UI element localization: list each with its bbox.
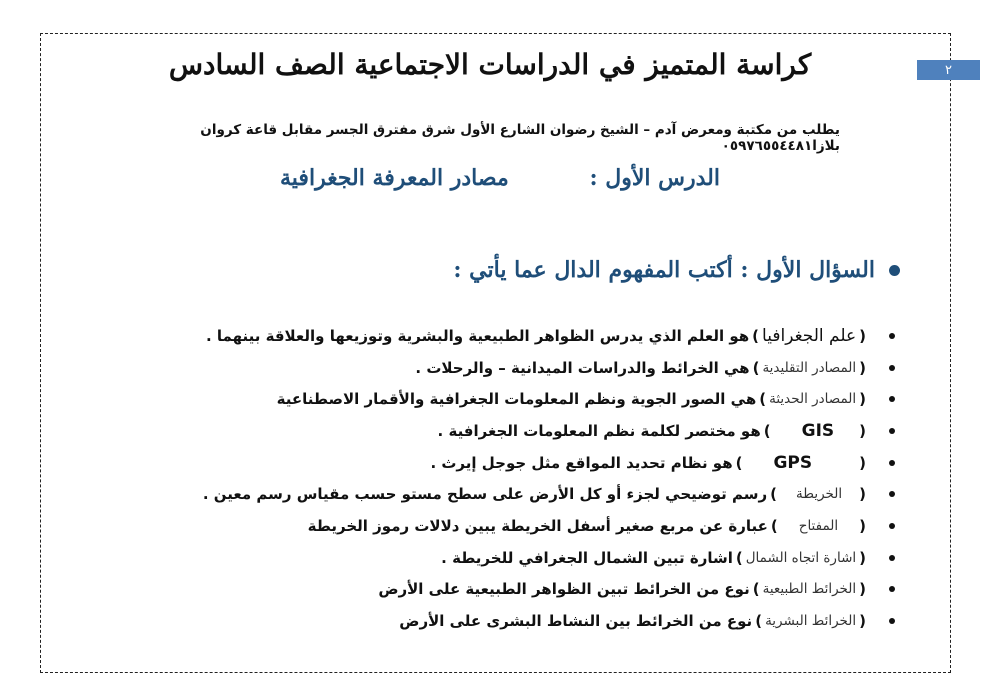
definition: نوع من الخرائط تبين الظواهر الطبيعية على الأرض bbox=[378, 580, 750, 599]
list-item: ( الخرائط البشرية ) نوع من الخرائط بين النشاط البشرى على الأرض bbox=[150, 605, 895, 637]
definition: هو العلم الذي يدرس الظواهر الطبيعية والبشرية وتوزيعها والعلاقة بينهما . bbox=[206, 326, 750, 345]
bullet-icon bbox=[889, 586, 895, 592]
term: المفتاح bbox=[798, 517, 839, 534]
bullet-icon bbox=[889, 523, 895, 529]
page-number: ٢ bbox=[917, 60, 980, 80]
definition: هي الخرائط والدراسات الميدانية – والرحلات . bbox=[415, 358, 750, 377]
definition: هو مختصر لكلمة نظم المعلومات الجغرافية . bbox=[437, 421, 761, 440]
document-title: كراسة المتميز في الدراسات الاجتماعية الصف السادس bbox=[168, 48, 812, 81]
list-item: ( المصادر الحديثة ) هي الصور الجوية ونظم المعلومات الجغرافية والأقمار الاصطناعية bbox=[150, 383, 895, 415]
question-bullet-icon bbox=[889, 265, 900, 276]
bullet-icon bbox=[889, 618, 895, 624]
lesson-name: مصادر المعرفة الجغرافية bbox=[280, 165, 509, 191]
term: المصادر التقليدية bbox=[762, 359, 857, 376]
list-item: ( اشارة اتجاه الشمال ) اشارة تبين الشمال الجغرافي للخريطة . bbox=[150, 542, 895, 574]
bullet-icon bbox=[889, 396, 895, 402]
term: المصادر الحديثة bbox=[769, 391, 857, 408]
term: علم الجغرافيا bbox=[762, 325, 857, 346]
term: GIS bbox=[801, 420, 835, 441]
term: اشارة اتجاه الشمال bbox=[745, 549, 857, 566]
bullet-icon bbox=[889, 460, 895, 466]
bullet-icon bbox=[889, 555, 895, 561]
definition: نوع من الخرائط بين النشاط البشرى على الأرض bbox=[399, 612, 753, 631]
list-item: ( المصادر التقليدية ) هي الخرائط والدراسات الميدانية – والرحلات . bbox=[150, 352, 895, 384]
term: GPS bbox=[773, 452, 813, 473]
definitions-list bbox=[150, 320, 895, 637]
definition: عبارة عن مربع صغير أسفل الخريطة يبين دلالات رموز الخريطة bbox=[307, 516, 768, 535]
bullet-icon bbox=[889, 333, 895, 339]
question-heading bbox=[440, 257, 900, 283]
definition: هي الصور الجوية ونظم المعلومات الجغرافية والأقمار الاصطناعية bbox=[276, 390, 757, 409]
definition: اشارة تبين الشمال الجغرافي للخريطة . bbox=[441, 548, 733, 567]
list-item: ( المفتاح ) عبارة عن مربع صغير أسفل الخريطة يبين دلالات رموز الخريطة bbox=[150, 510, 895, 542]
lesson-heading bbox=[280, 165, 720, 191]
list-item: ( علم الجغرافيا ) هو العلم الذي يدرس الظواهر الطبيعية والبشرية وتوزيعها والعلاقة بينهما . bbox=[150, 320, 895, 352]
bullet-icon bbox=[889, 365, 895, 371]
list-item: ( GIS ) هو مختصر لكلمة نظم المعلومات الجغرافية . bbox=[150, 415, 895, 447]
definition: هو نظام تحديد المواقع مثل جوجل إيرث . bbox=[430, 453, 733, 472]
address-line: يطلب من مكتبة ومعرض آدم – الشيخ رضوان الشارع الأول شرق مفترق الجسر مقابل قاعة كروان بلازا٠٥٩٧٦٥٥٤٤٨١ bbox=[200, 122, 840, 154]
bullet-icon bbox=[889, 428, 895, 434]
bullet-icon bbox=[889, 491, 895, 497]
lesson-label: الدرس الأول : bbox=[589, 165, 720, 191]
term: الخريطة bbox=[796, 486, 843, 503]
term: الخرائط البشرية bbox=[765, 613, 857, 630]
definition: رسم توضيحي لجزء أو كل الأرض على سطح مستو حسب مقياس رسم معين . bbox=[202, 485, 768, 504]
list-item: ( الخريطة ) رسم توضيحي لجزء أو كل الأرض على سطح مستو حسب مقياس رسم معين . bbox=[150, 478, 895, 510]
term: الخرائط الطبيعية bbox=[762, 581, 857, 598]
question-text: السؤال الأول : أكتب المفهوم الدال عما يأتي : bbox=[453, 257, 875, 283]
list-item: ( GPS ) هو نظام تحديد المواقع مثل جوجل إيرث . bbox=[150, 447, 895, 479]
list-item: ( الخرائط الطبيعية ) نوع من الخرائط تبين الظواهر الطبيعية على الأرض bbox=[150, 574, 895, 606]
